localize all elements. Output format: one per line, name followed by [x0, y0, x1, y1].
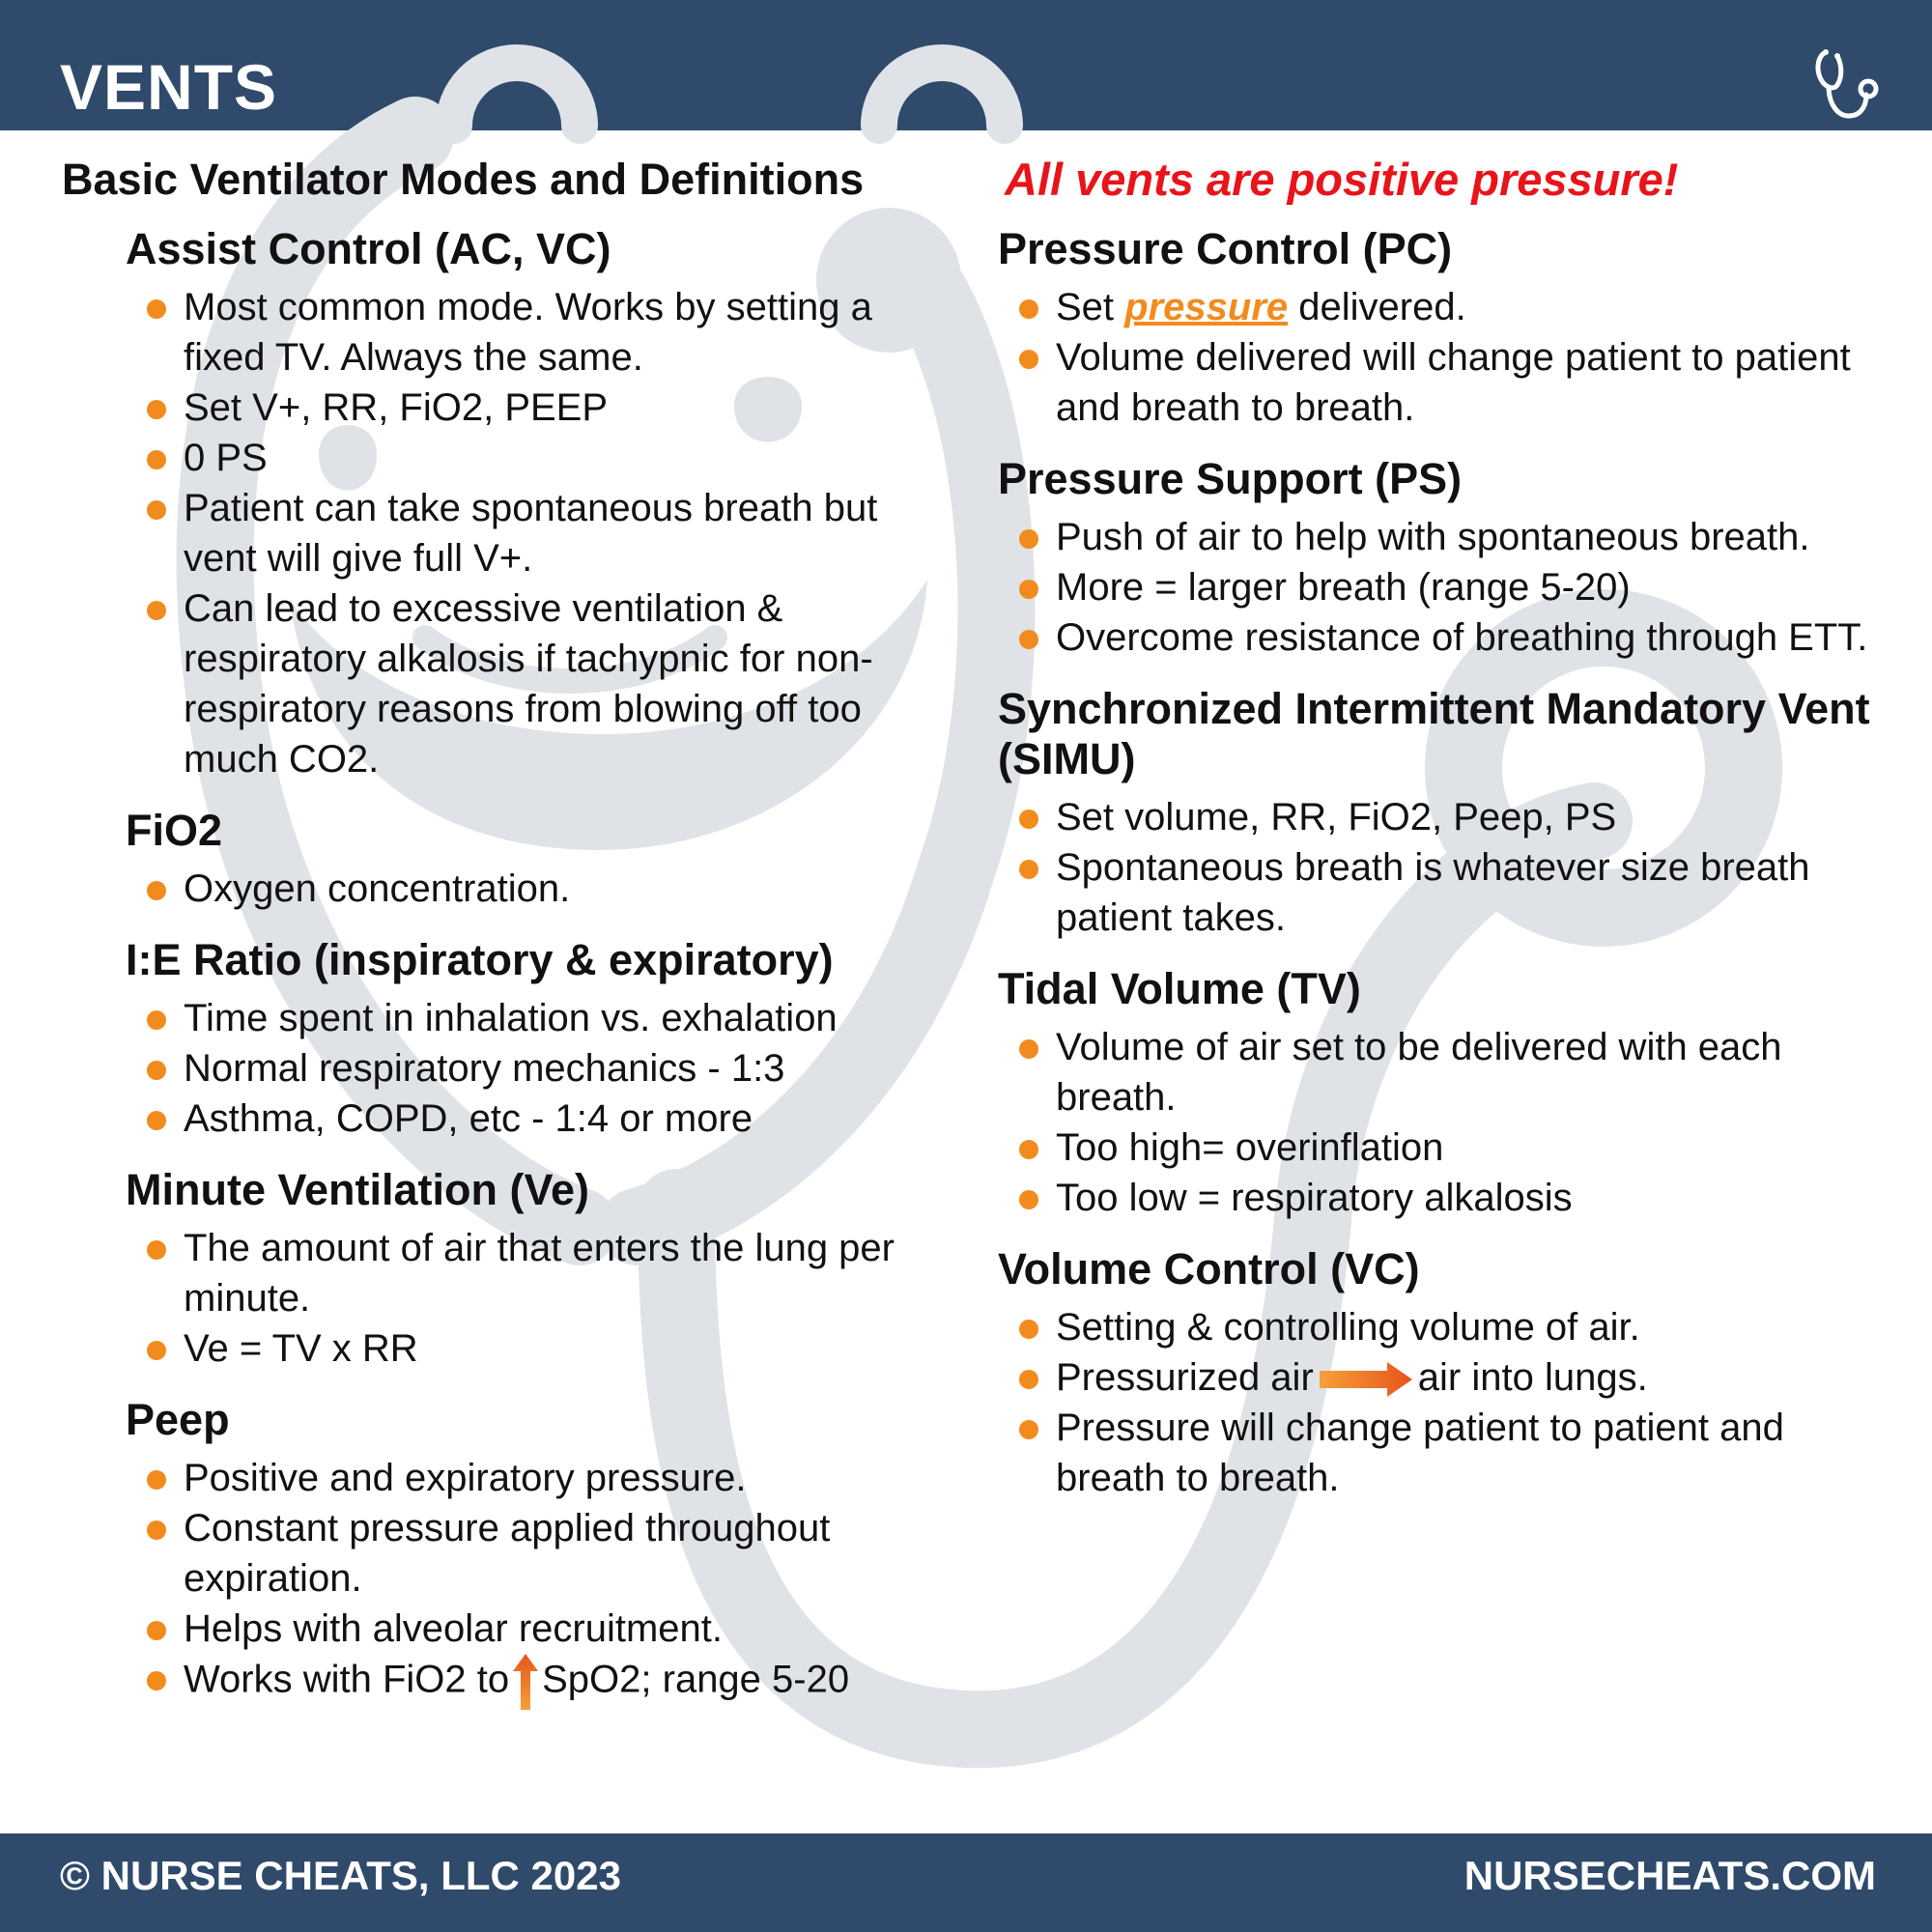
bullet-icon — [1019, 860, 1038, 879]
section-ie-ratio — [126, 935, 956, 1144]
right-column — [998, 224, 1887, 1524]
list-item: Helps with alveolar recruitment. — [126, 1604, 956, 1654]
bullet-icon — [1019, 580, 1038, 599]
bullet-icon — [1019, 529, 1038, 549]
section-assist-control — [126, 224, 956, 784]
list-item: The amount of air that enters the lung per minute. — [126, 1223, 956, 1323]
bullet-icon — [147, 400, 166, 419]
list-item: Set volume, RR, FiO2, Peep, PS — [998, 792, 1887, 842]
list-item: Works with FiO2 to SpO2; range 5-20 — [126, 1654, 956, 1710]
section-title: Peep — [126, 1395, 230, 1444]
bullet-icon — [1019, 1140, 1038, 1159]
main-heading: Basic Ventilator Modes and Definitions — [62, 155, 865, 204]
section-title: I:E Ratio (inspiratory & expiratory) — [126, 935, 834, 984]
bullet-icon — [147, 299, 166, 319]
section-fio2 — [126, 806, 956, 914]
list-item: 0 PS — [126, 433, 956, 483]
footer-bar — [0, 1833, 1932, 1932]
bullet-icon — [147, 1671, 166, 1690]
list-item: More = larger breath (range 5-20) — [998, 562, 1887, 612]
bullet-icon — [147, 1240, 166, 1260]
section-title: Pressure Support (PS) — [998, 454, 1463, 503]
bullet-icon — [1019, 1420, 1038, 1439]
list-item: Volume of air set to be delivered with each breath. — [998, 1022, 1887, 1122]
bullet-icon — [1019, 299, 1038, 319]
bullet-icon — [147, 1341, 166, 1360]
bullet-icon — [147, 1111, 166, 1130]
section-tidal-volume — [998, 964, 1887, 1223]
left-column — [126, 224, 956, 1731]
bullet-icon — [147, 1621, 166, 1640]
bullet-icon — [147, 881, 166, 900]
section-peep — [126, 1395, 956, 1710]
bullet-icon — [1019, 630, 1038, 649]
bullet-icon — [1019, 810, 1038, 829]
bullet-icon — [1019, 1370, 1038, 1389]
list-item: Can lead to excessive ventilation & respiratory alkalosis if tachypnic for non-respiratory reasons from blowing off too much CO2. — [126, 583, 956, 784]
list-item: Setting & controlling volume of air. — [998, 1302, 1887, 1352]
list-item: Spontaneous breath is whatever size breath patient takes. — [998, 842, 1887, 943]
section-title: Assist Control (AC, VC) — [126, 224, 611, 273]
section-title: Tidal Volume (TV) — [998, 964, 1361, 1013]
section-volume-control — [998, 1244, 1887, 1503]
list-item: Push of air to help with spontaneous breath. — [998, 512, 1887, 562]
list-item: Patient can take spontaneous breath but vent will give full V+. — [126, 483, 956, 583]
list-item: Pressurized air air into lungs. — [998, 1352, 1887, 1403]
list-item: Positive and expiratory pressure. — [126, 1453, 956, 1503]
section-minute-ventilation — [126, 1165, 956, 1374]
section-simu — [998, 684, 1887, 943]
section-title: FiO2 — [126, 806, 223, 855]
website-link[interactable]: NURSECHEATS.COM — [1463, 1853, 1876, 1898]
list-item: Set pressure delivered. — [998, 282, 1887, 332]
copyright-text: © NURSE CHEATS, LLC 2023 — [60, 1853, 621, 1898]
list-item: Overcome resistance of breathing through ETT. — [998, 612, 1887, 663]
bullet-icon — [147, 500, 166, 520]
list-item: Normal respiratory mechanics - 1:3 — [126, 1043, 956, 1094]
bullet-icon — [1019, 1039, 1038, 1059]
bullet-icon — [147, 1470, 166, 1490]
section-pressure-support — [998, 454, 1887, 663]
right-arrow-icon — [1320, 1362, 1412, 1397]
page-title: VENTS — [60, 51, 278, 123]
emphasis-text: pressure — [1124, 286, 1289, 328]
section-title: Volume Control (VC) — [998, 1244, 1420, 1293]
list-item: Too high= overinflation — [998, 1122, 1887, 1173]
list-item: Ve = TV x RR — [126, 1323, 956, 1374]
section-title: Synchronized Intermittent Mandatory Vent (SIMU) — [998, 684, 1870, 783]
list-item: Pressure will change patient to patient and breath to breath. — [998, 1403, 1887, 1503]
bullet-icon — [147, 601, 166, 620]
up-arrow-icon — [513, 1654, 538, 1710]
section-title: Minute Ventilation (Ve) — [126, 1165, 590, 1214]
bullet-icon — [1019, 350, 1038, 369]
bullet-icon — [1019, 1320, 1038, 1339]
bullet-icon — [147, 1061, 166, 1080]
list-item: Oxygen concentration. — [126, 864, 956, 914]
list-item: Too low = respiratory alkalosis — [998, 1173, 1887, 1223]
list-item: Most common mode. Works by setting a fixed TV. Always the same. — [126, 282, 956, 383]
section-title: Pressure Control (PC) — [998, 224, 1453, 273]
bullet-icon — [1019, 1190, 1038, 1209]
bullet-icon — [147, 1010, 166, 1030]
section-pressure-control — [998, 224, 1887, 433]
list-item: Time spent in inhalation vs. exhalation — [126, 993, 956, 1043]
list-item: Volume delivered will change patient to patient and breath to breath. — [998, 332, 1887, 433]
bullet-icon — [147, 1520, 166, 1540]
list-item: Set V+, RR, FiO2, PEEP — [126, 383, 956, 433]
list-item: Asthma, COPD, etc - 1:4 or more — [126, 1094, 956, 1144]
positive-pressure-note: All vents are positive pressure! — [1005, 154, 1679, 205]
list-item: Constant pressure applied throughout expiration. — [126, 1503, 956, 1604]
bullet-icon — [147, 450, 166, 469]
